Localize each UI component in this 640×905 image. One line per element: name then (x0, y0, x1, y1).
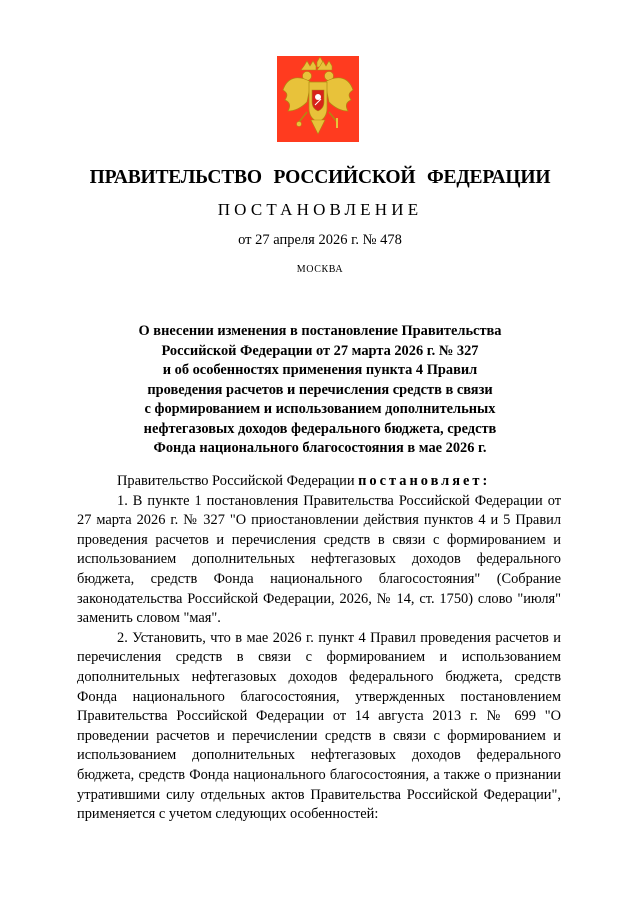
paragraph-1: 1. В пункте 1 постановления Правительства Российской Федерации от 27 марта 2026 г. № 327 "О приостановлении действия пунктов 4 и 5 Правил проведения расчетов и перечисления средств в связи с формированием и использованием дополнительных нефтегазовых доходов федерального бюджета, средств Фонда национального благосостояния" (Собрание законодательства Российской Федерации, 2026, № 14, ст. 1750) слово "июля" заменить словом "мая". (77, 492, 561, 627)
state-emblem (277, 56, 359, 142)
preamble (77, 472, 561, 492)
subject-line: Фонда национального благосостояния в мае 2026 г. (153, 440, 487, 456)
document-subject (100, 322, 540, 459)
government-title: ПРАВИТЕЛЬСТВО РОССИЙСКОЙ ФЕДЕРАЦИИ (89, 167, 551, 188)
document-city: МОСКВА (296, 264, 344, 275)
document-body (77, 472, 561, 825)
subject-line: О внесении изменения в постановление Правительства (138, 323, 502, 339)
subject-line: и об особенностях применения пункта 4 Правил (162, 362, 478, 378)
double-headed-eagle-icon (277, 56, 359, 142)
subject-line: с формированием и использованием дополнительных (144, 401, 496, 417)
document-date: от 27 апреля 2026 г. № 478 (238, 232, 402, 248)
subject-line: Российской Федерации от 27 марта 2026 г. № 327 (161, 342, 479, 359)
paragraph-2: 2. Установить, что в мае 2026 г. пункт 4 Правил проведения расчетов и перечисления средств в связи с формированием и использованием дополнительных нефтегазовых доходов федерального бюджета, средств Фонда национального благосостояния, утвержденных постановлением Правительства Российской Федерации от 14 августа 2013 г. № 699 "О проведении расчетов и перечислении средств в связи с формированием и использованием дополнительных нефтегазовых доходов федерального бюджета, средств Фонда национального благосостояния, а также о признании утратившими силу отдельных актов Правительства Российской Федерации", применяется с учетом следующих особенностей: (77, 629, 561, 823)
preamble-text: Правительство Российской Федерации (117, 473, 359, 489)
preamble-emphasis: постановляет: (358, 473, 491, 489)
document-type: ПОСТАНОВЛЕНИЕ (217, 200, 423, 219)
subject-line: проведения расчетов и перечисления средств в связи (147, 381, 493, 398)
subject-line: нефтегазовых доходов федерального бюджета, средств (143, 420, 497, 437)
